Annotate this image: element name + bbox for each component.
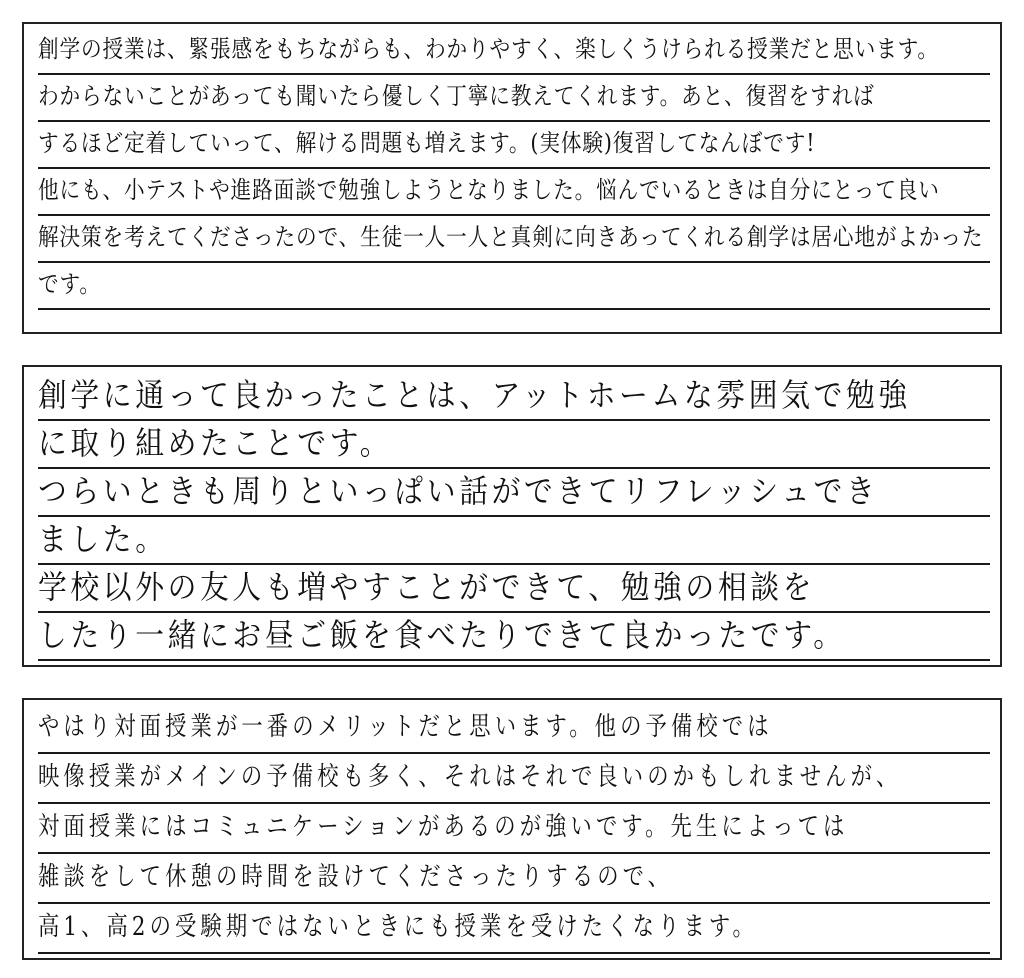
handwritten-line	[38, 854, 990, 904]
line-text: したり一緒にお昼ご飯を食べたりできて良かったです。	[38, 616, 846, 654]
line-text: です。	[38, 270, 101, 298]
handwritten-line	[38, 904, 990, 954]
handwritten-line	[38, 517, 990, 565]
line-text: わからないことがあっても聞いたら優しく丁寧に教えてくれます。あと、復習をすれば	[38, 82, 875, 110]
handwritten-line	[38, 804, 990, 854]
line-text: ました。	[38, 520, 168, 558]
line-text: 創学の授業は、緊張感をもちながらも、わかりやすく、楽しくうけられる授業だと思います。	[38, 35, 939, 63]
handwritten-line	[38, 216, 990, 263]
line-text: 創学に通って良かったことは、アットホームな雰囲気で勉強	[38, 376, 911, 414]
handwritten-line	[38, 373, 990, 421]
handwritten-line	[38, 565, 990, 613]
line-text: 解決策を考えてくださったので、生徒一人一人と真剣に向きあってくれる創学は居心地がよかった	[38, 223, 984, 251]
line-text: つらいときも周りといっぱい話ができてリフレッシュでき	[38, 472, 879, 510]
handwritten-line	[38, 754, 990, 804]
line-text: 高1、高2の受験期ではないときにも授業を受けたくなります。	[38, 912, 758, 942]
handwritten-line	[38, 75, 990, 122]
line-text: 映像授業がメインの予備校も多く、それはそれで良いのかもしれませんが、	[38, 762, 902, 792]
handwritten-line	[38, 704, 990, 754]
handwritten-line	[38, 28, 990, 75]
line-text: 対面授業にはコミュニケーションがあるのが強いです。先生によっては	[38, 812, 849, 842]
handwritten-line	[38, 613, 990, 661]
testimonial-card-2	[22, 365, 1002, 667]
testimonial-card-1	[22, 22, 1002, 334]
testimonial-card-3	[22, 698, 1002, 960]
handwritten-line	[38, 263, 990, 310]
line-text: 雑談をして休憩の時間を設けてくださったりするので、	[38, 862, 674, 892]
handwritten-line	[38, 122, 990, 169]
line-text: やはり対面授業が一番のメリットだと思います。他の予備校では	[38, 712, 773, 742]
handwritten-line	[38, 469, 990, 517]
line-text: に取り組めたことです。	[38, 424, 393, 462]
line-text: するほど定着していって、解ける問題も増えます。(実体験)復習してなんぼです!	[38, 129, 816, 157]
handwritten-line	[38, 421, 990, 469]
line-text: 学校以外の友人も増やすことができて、勉強の相談を	[38, 568, 816, 606]
line-text: 他にも、小テストや進路面談で勉強しようとなりました。悩んでいるときは自分にとって良い	[38, 176, 940, 204]
handwritten-line	[38, 169, 990, 216]
